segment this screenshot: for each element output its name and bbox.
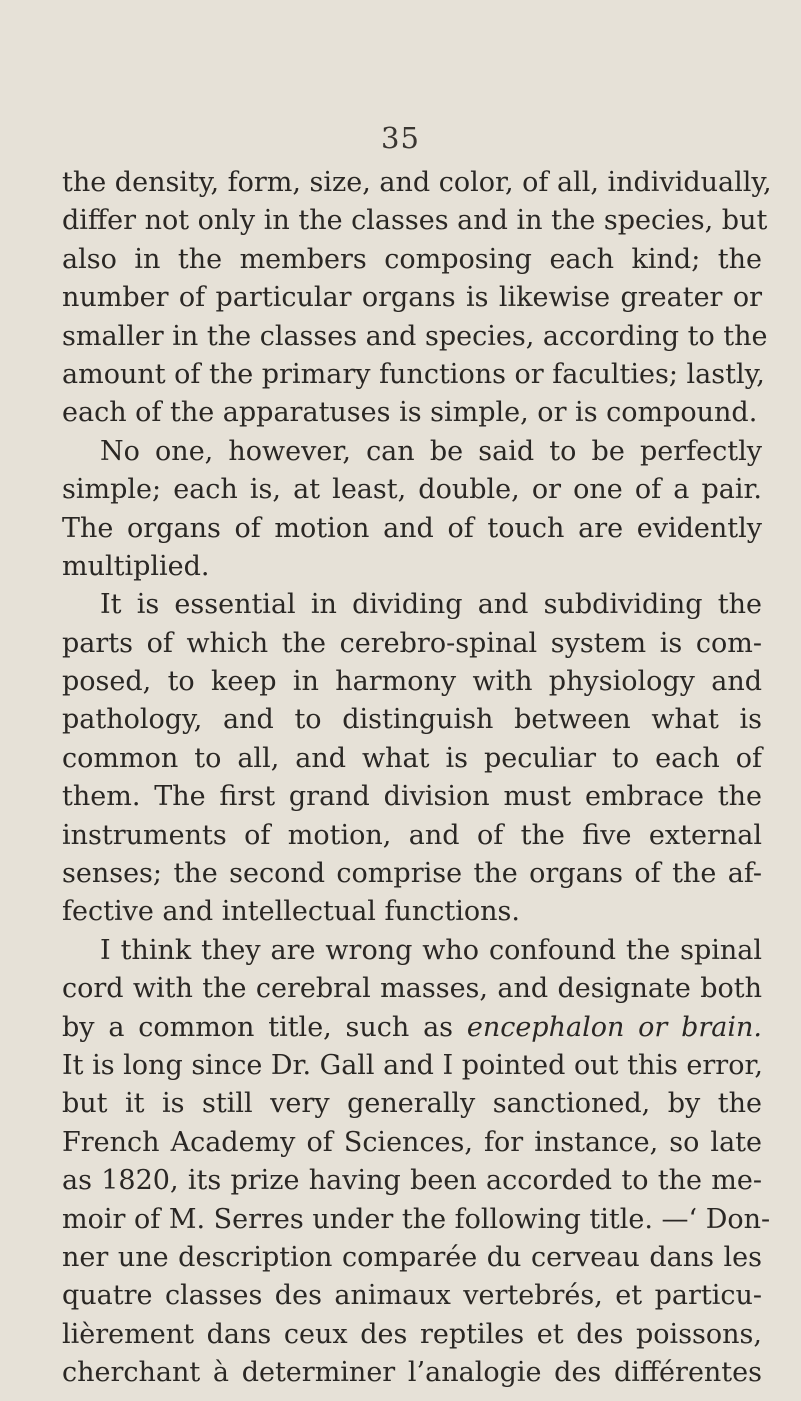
text-line: pathology, and to distinguish between what is — [62, 704, 762, 736]
text-line: moir of M. Serres under the following title. —‘ Don- — [62, 1203, 771, 1235]
text-line: simple; each is, at least, double, or one of a pair. — [62, 474, 762, 506]
text-line: amount of the primary functions or faculties; lastly, — [62, 358, 765, 390]
text-line-with-italic — [62, 1009, 762, 1047]
text-line: each of the apparatuses is simple, or is compound. — [62, 397, 758, 429]
text-line: senses; the second comprise the organs of the af- — [62, 858, 762, 890]
italic-term: encephalon or brain. — [466, 1011, 762, 1043]
text-line: also in the members composing each kind; the — [62, 243, 762, 275]
text-line: lièrement dans ceux des reptiles et des poissons, — [62, 1318, 762, 1350]
text-line: but it is still very generally sanctioned, by the — [62, 1088, 762, 1120]
text-line: posed, to keep in harmony with physiology and — [62, 666, 762, 698]
text-line: The organs of motion and of touch are evidently — [62, 512, 762, 544]
text-line: differ not only in the classes and in the species, but — [62, 205, 768, 237]
text-line: smaller in the classes and species, according to the — [62, 320, 768, 352]
text-line: It is long since Dr. Gall and I pointed out this error, — [62, 1049, 763, 1081]
text-line: ner une description comparée du cerveau dans les — [62, 1241, 762, 1273]
text-line: cherchant à determiner l’analogie des différentes — [62, 1357, 762, 1389]
text-line: as 1820, its prize having been accorded to the me- — [62, 1165, 762, 1197]
text-line-roman-part: by a common title, such as — [62, 1011, 454, 1043]
body-text — [62, 164, 772, 1393]
text-line: quatre classes des animaux vertebrés, et particu- — [62, 1280, 762, 1312]
page-number: 35 — [381, 121, 420, 155]
text-line: number of particular organs is likewise greater or — [62, 282, 762, 314]
text-line: French Academy of Sciences, for instance, so late — [62, 1126, 762, 1158]
text-line: multiplied. — [62, 550, 210, 582]
text-line: It is essential in dividing and subdividing the — [100, 589, 762, 621]
text-line: I think they are wrong who confound the spinal — [100, 934, 762, 966]
text-line: parts of which the cerebro-spinal system is com- — [62, 627, 762, 659]
text-line: the density, form, size, and color, of all, individually, — [62, 167, 772, 198]
text-line: cord with the cerebral masses, and designate both — [62, 973, 762, 1005]
text-line: instruments of motion, and of the five external — [62, 819, 762, 851]
text-line: them. The first grand division must embrace the — [62, 781, 762, 813]
text-line: No one, however, can be said to be perfectly — [100, 435, 762, 467]
text-line: fective and intellectual functions. — [62, 896, 520, 928]
text-line: common to all, and what is peculiar to each of — [62, 742, 762, 774]
